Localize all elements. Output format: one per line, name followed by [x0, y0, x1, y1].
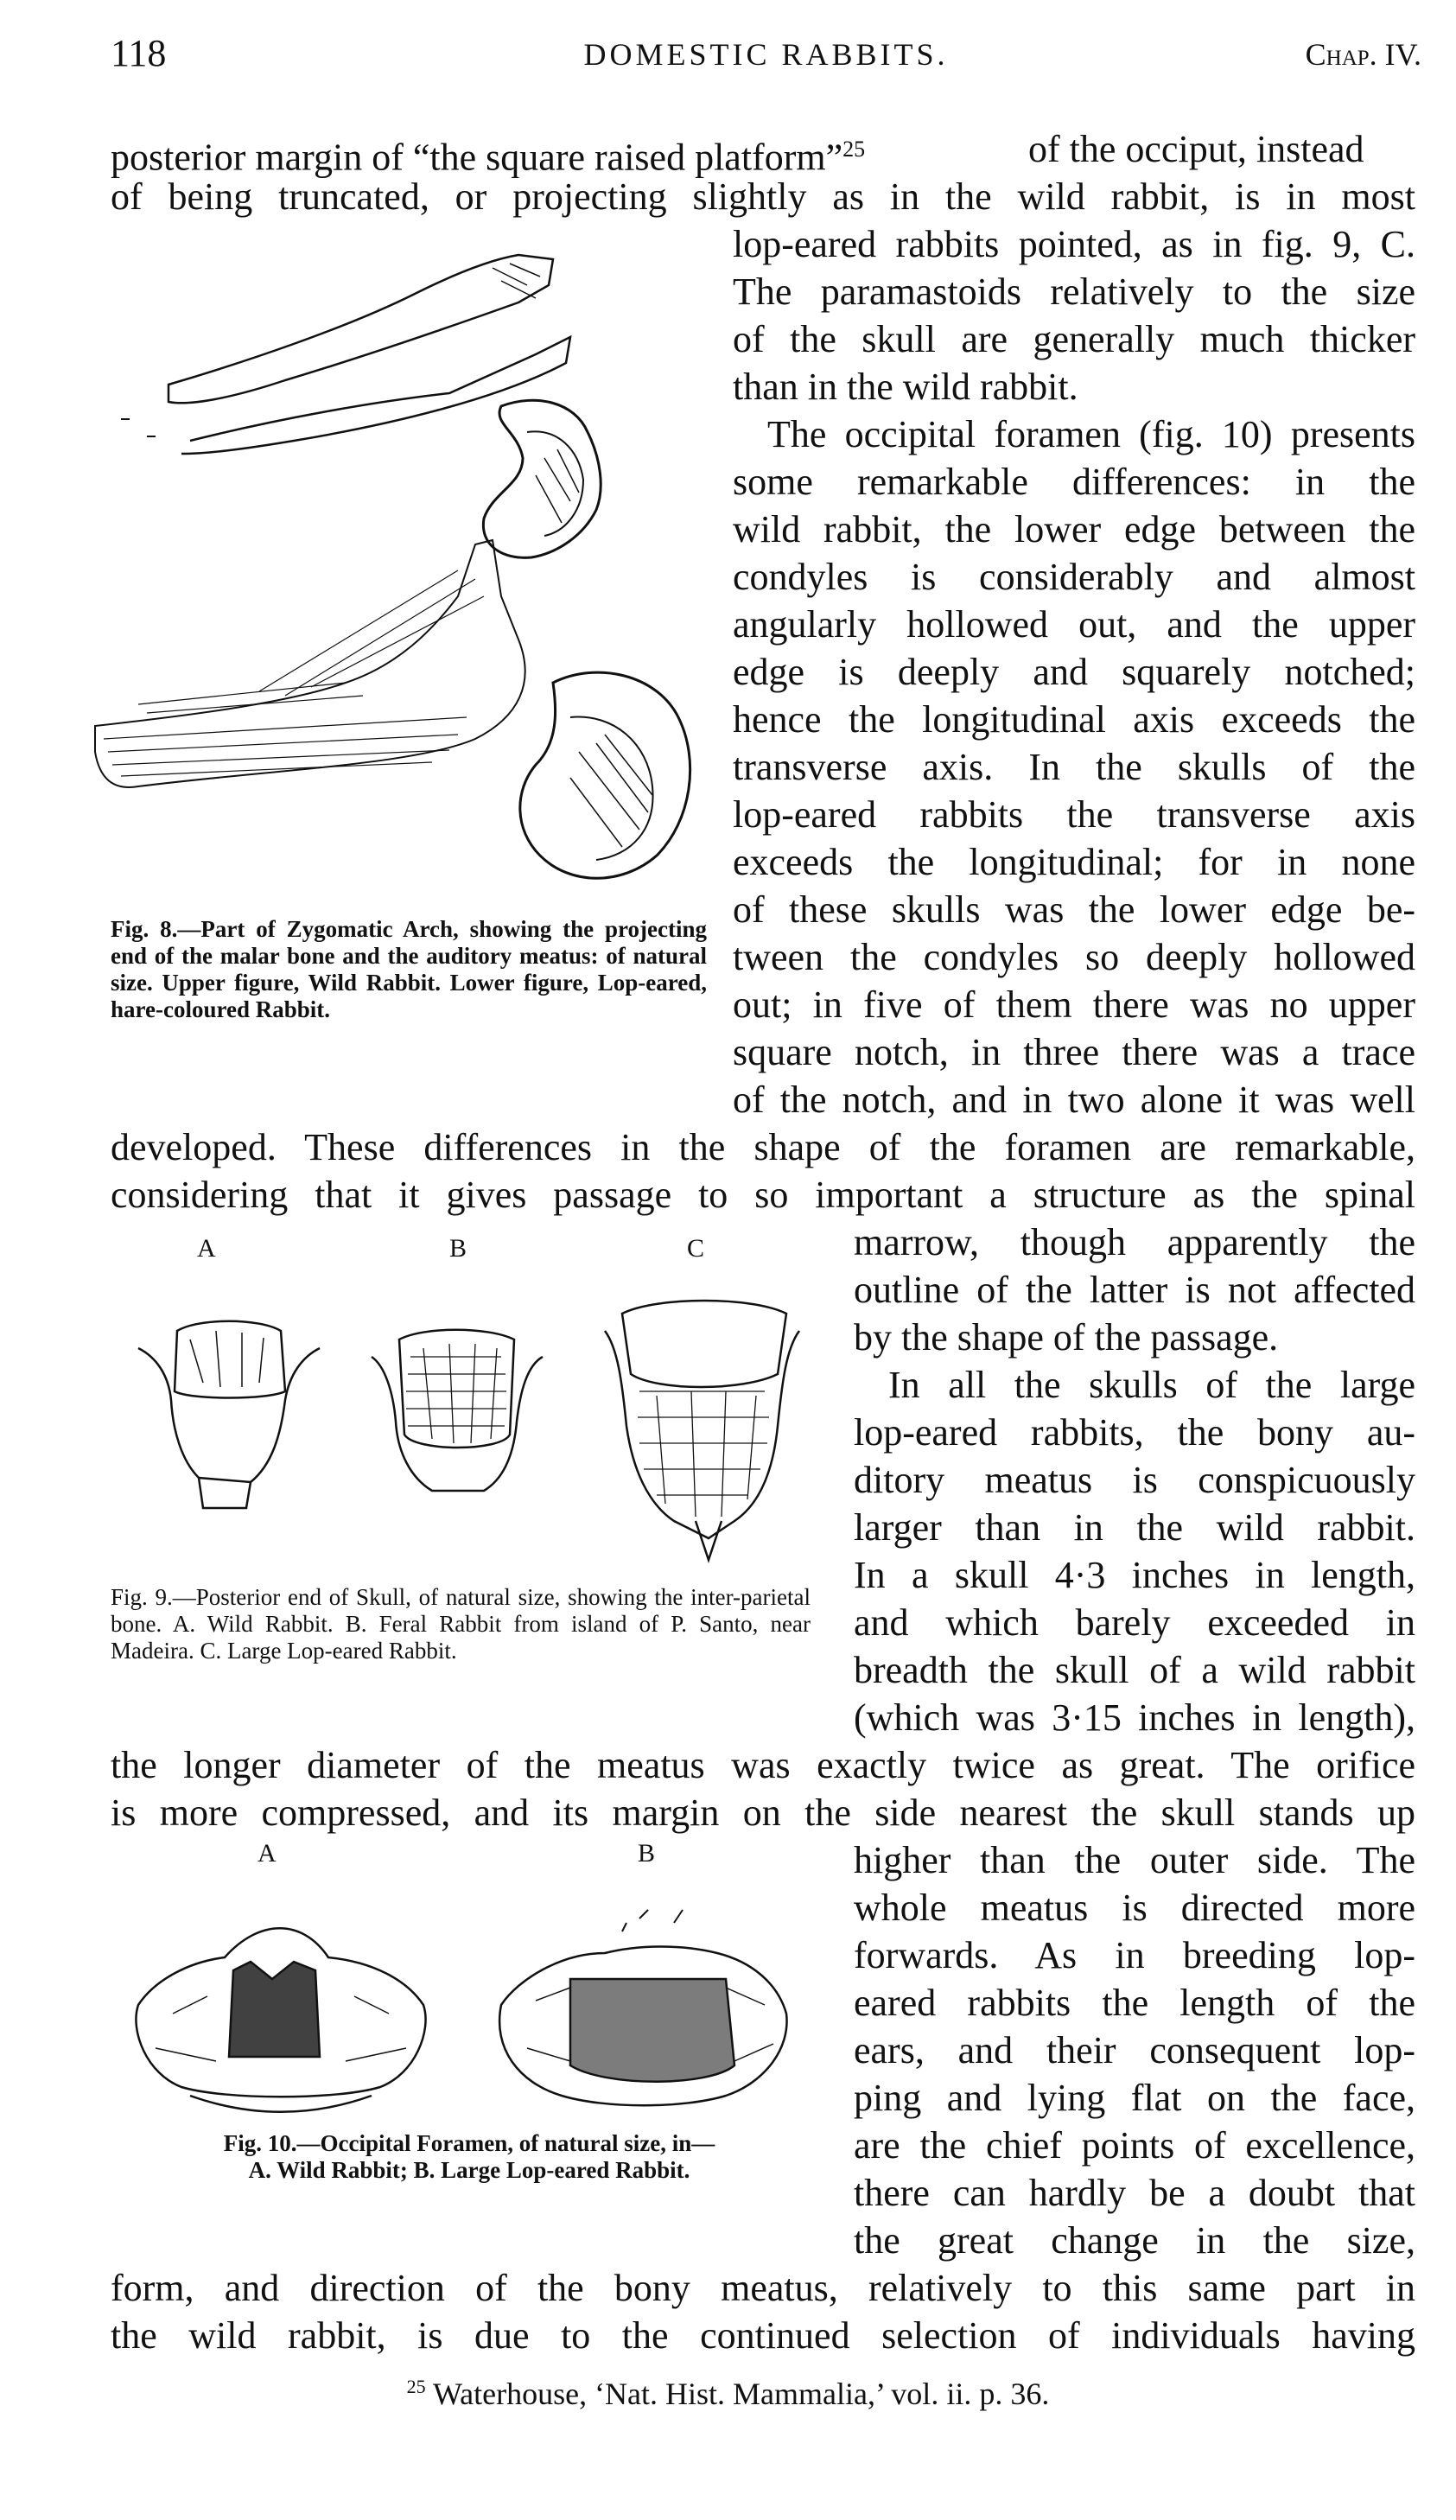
text-line: transverse axis. In the skulls of the — [733, 746, 1415, 788]
chapter-label: Chap. IV. — [1305, 37, 1421, 72]
text-line: tween the condyles so deeply hollowed — [733, 936, 1415, 978]
text-line: higher than the outer side. The — [854, 1839, 1415, 1881]
upper-auditory-meatus — [483, 400, 601, 557]
text-line: the wild rabbit, is due to the continued selection of individuals having — [111, 2314, 1415, 2357]
text-line: ping and lying flat on the face, — [854, 2077, 1415, 2119]
text-line: square notch, in three there was a trace — [733, 1031, 1415, 1073]
text-line: out; in five of them there was no upper — [733, 983, 1415, 1026]
figure-10-caption-line-2: A. Wild Rabbit; B. Large Lop-eared Rabbit. — [248, 2157, 690, 2183]
footnote-text: Waterhouse, ‘Nat. Hist. Mammalia,’ vol. ii. p. 36. — [433, 2377, 1050, 2411]
text-line: lop-eared rabbits the transverse axis — [733, 793, 1415, 836]
text-line: eared rabbits the length of the — [854, 1982, 1415, 2024]
figure-8-drawing — [86, 233, 709, 890]
text-line: of the skull are generally much thicker — [733, 318, 1415, 360]
text-line: there can hardly be a doubt that — [854, 2172, 1415, 2214]
figure-10-label-b: B — [638, 1839, 656, 1868]
text-line: than in the wild rabbit. — [733, 366, 1078, 408]
text-line: In a skull 4·3 inches in length, — [854, 1554, 1415, 1596]
figure-9-caption: Fig. 9.—Posterior end of Skull, of natural size, showing the inter-parietal bone. A. Wild Rabbit. B. Feral Rabbit from island of P. Santo, near Madeira. C. Large Lop-eared Rabbit. — [111, 1584, 811, 1664]
text-line: outline of the latter is not affected — [854, 1269, 1415, 1311]
figure-8-caption-body: projecting end of the malar bone and the auditory meatus: of natural size. Upper figure, Wild Rabbit. Lower figure, Lop-eared, hare-coloured Rabbit. — [111, 916, 708, 1022]
text-line: some remarkable differences: in the — [733, 461, 1415, 503]
text-line: lop-eared rabbits, the bony au- — [854, 1411, 1415, 1454]
figure-9-c-lop-eared-rabbit — [605, 1301, 799, 1560]
figure-10-drawing — [121, 1884, 795, 2126]
figure-10-label-a: A — [258, 1839, 277, 1868]
text-line: ditory meatus is conspicuously — [854, 1459, 1415, 1501]
page-number: 118 — [111, 32, 167, 74]
figure-9-label-a: A — [197, 1234, 216, 1263]
text-line: hence the longitudinal axis exceeds the — [733, 698, 1415, 741]
text-line: marrow, though apparently the — [854, 1221, 1415, 1263]
footnote — [0, 2376, 1456, 2412]
figure-9-a-wild-rabbit — [138, 1321, 320, 1508]
figure-9-b-feral-rabbit — [372, 1330, 543, 1491]
figure-10-occipital-foramen — [121, 1884, 795, 2126]
text-line: whole meatus is directed more — [854, 1887, 1415, 1929]
text-line: breadth the skull of a wild rabbit — [854, 1649, 1415, 1691]
figure-9-drawing — [121, 1279, 812, 1564]
footnote-number: 25 — [406, 2376, 426, 2397]
text-line: angularly hollowed out, and the upper — [733, 603, 1415, 646]
text-line: and which barely exceeded in — [854, 1601, 1415, 1644]
text-line: of being truncated, or projecting slightly as in the wild rabbit, is in most — [111, 175, 1415, 218]
lower-auditory-meatus — [520, 672, 690, 878]
figure-10-caption-line-1: Fig. 10.—Occipital Foramen, of natural size, in— — [223, 2130, 715, 2156]
figure-9-label-c: C — [687, 1234, 705, 1263]
figure-9-label-b: B — [449, 1234, 467, 1263]
footnote-reference: 25 — [842, 137, 866, 162]
figure-8-zygomatic-arch — [86, 233, 709, 890]
text-line: In all the skulls of the large — [888, 1364, 1415, 1406]
text-line: ears, and their consequent lop- — [854, 2029, 1415, 2071]
text-line: forwards. As in breeding lop- — [854, 1934, 1415, 1976]
text-line: posterior margin of “the square raised platform”$^{25}$ — [111, 136, 866, 179]
figure-10-caption — [111, 2130, 828, 2184]
text-line: wild rabbit, the lower edge between the — [733, 508, 1415, 550]
text-line: The occipital foramen (fig. 10) presents — [767, 413, 1415, 455]
text-line: the longer diameter of the meatus was exactly twice as great. The orifice — [111, 1744, 1415, 1786]
text-line: edge is deeply and squarely notched; — [733, 651, 1415, 693]
text-line: of these skulls was the lower edge be- — [733, 888, 1415, 931]
figure-8-caption — [111, 916, 707, 1023]
text-line: considering that it gives passage to so important a structure as the spinal — [111, 1174, 1415, 1216]
text-line: the great change in the size, — [854, 2219, 1415, 2262]
text-line: exceeds the longitudinal; for in none — [733, 841, 1415, 883]
text-line: form, and direction of the bony meatus, relatively to this same part in — [111, 2267, 1415, 2309]
text-line: lop-eared rabbits pointed, as in fig. 9, C. — [733, 223, 1415, 265]
figure-8-caption-lead: Fig. 8.—Part of Zygomatic Arch, showing the — [111, 916, 594, 942]
running-title: DOMESTIC RABBITS. — [583, 37, 949, 72]
text-line: larger than in the wild rabbit. — [854, 1506, 1415, 1549]
text-line: The paramastoids relatively to the size — [733, 270, 1415, 313]
lower-arch-lop-eared-rabbit — [95, 540, 525, 787]
text-line: condyles is considerably and almost — [733, 556, 1415, 598]
text-line: are the chief points of excellence, — [854, 2124, 1415, 2167]
figure-9-skull-ends — [121, 1279, 812, 1564]
text-line: (which was 3·15 inches in length), — [854, 1696, 1415, 1739]
text-line: by the shape of the passage. — [854, 1316, 1279, 1359]
figure-10-a-wild-rabbit — [136, 1928, 425, 2112]
text-line: of the notch, and in two alone it was well — [733, 1079, 1415, 1121]
text-line: developed. These differences in the shape of the foramen are remarkable, — [111, 1126, 1415, 1168]
text-line: of the occiput, instead — [1028, 128, 1364, 170]
figure-10-b-lop-eared-rabbit — [499, 1910, 786, 2105]
running-header — [111, 31, 1421, 80]
text-line: is more compressed, and its margin on the side nearest the skull stands up — [111, 1791, 1415, 1834]
